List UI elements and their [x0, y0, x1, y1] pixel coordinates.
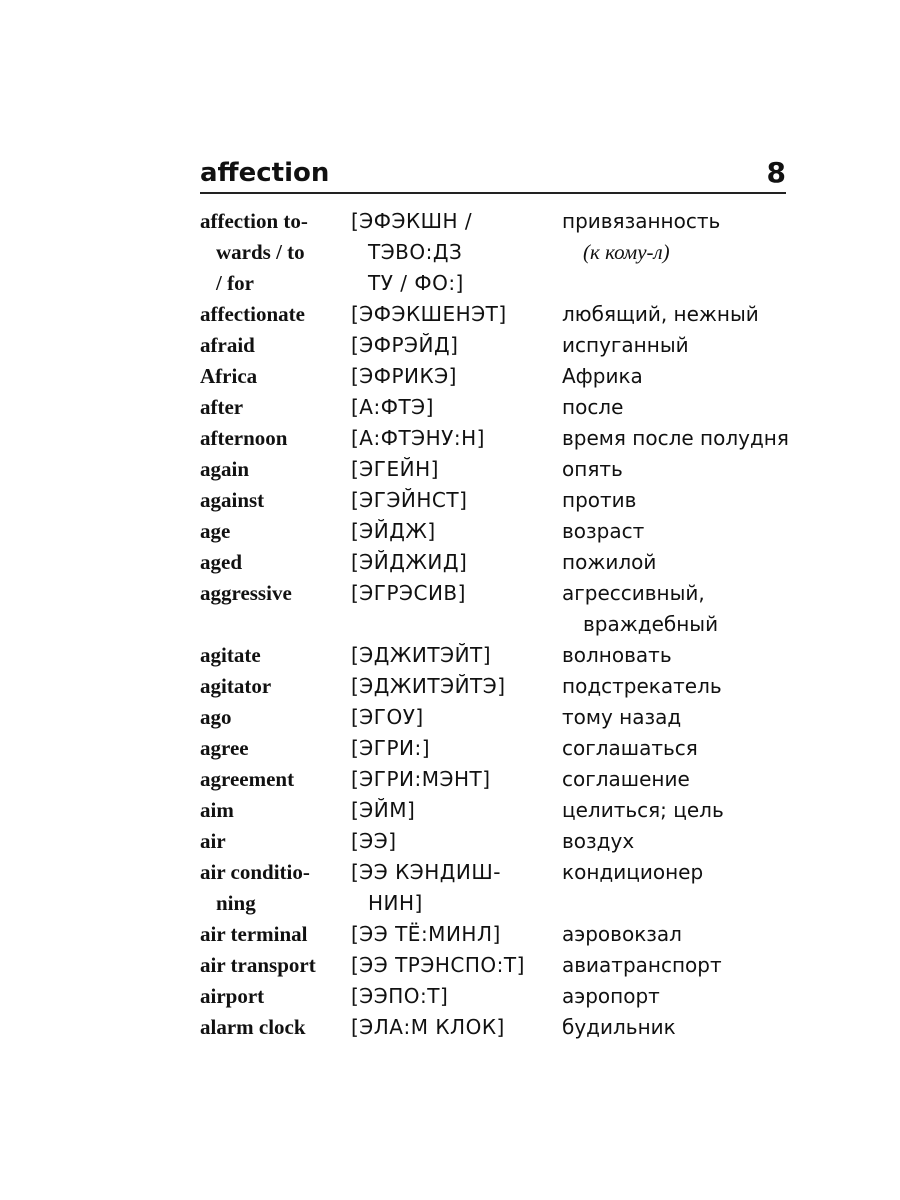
dictionary-entry — [200, 488, 800, 519]
dictionary-entry — [200, 302, 800, 333]
dictionary-entry — [200, 1015, 800, 1046]
entry-line — [200, 767, 800, 798]
dictionary-entry — [200, 426, 800, 457]
entry-line — [200, 364, 800, 395]
dictionary-entry — [200, 581, 800, 643]
translation: возраст — [562, 519, 645, 543]
header-rule — [200, 192, 786, 194]
transcription: [А:ФТЭ] — [351, 395, 434, 419]
transcription: [ЭЛА:М КЛОК] — [351, 1015, 505, 1039]
transcription: [ЭГРИ:] — [351, 736, 431, 760]
headword: alarm clock — [200, 1015, 306, 1039]
dictionary-entry — [200, 457, 800, 488]
transcription: [ЭЙДЖ] — [351, 519, 436, 543]
headword: air transport — [200, 953, 316, 977]
translation: против — [562, 488, 637, 512]
headword: again — [200, 457, 250, 481]
headword: / for — [216, 271, 254, 295]
headword: agitate — [200, 643, 261, 667]
headword: agree — [200, 736, 249, 760]
transcription: [ЭГОУ] — [351, 705, 424, 729]
entry-line — [200, 302, 800, 333]
entry-line — [200, 798, 800, 829]
dictionary-entry — [200, 953, 800, 984]
entry-line — [200, 829, 800, 860]
entry-line — [200, 395, 800, 426]
dictionary-entry — [200, 550, 800, 581]
translation: испуганный — [562, 333, 689, 357]
entry-line — [200, 240, 800, 271]
entry-line — [200, 674, 800, 705]
headword: agitator — [200, 674, 272, 698]
translation: время после полудня — [562, 426, 789, 450]
translation: авиатранспорт — [562, 953, 722, 977]
headword: aged — [200, 550, 242, 574]
transcription: [ЭФРЭЙД] — [351, 333, 459, 357]
transcription: [ЭФРИКЭ] — [351, 364, 457, 388]
headword: age — [200, 519, 231, 543]
transcription: [ЭДЖИТЭЙТЭ] — [351, 674, 506, 698]
running-header — [200, 156, 786, 192]
headword: airport — [200, 984, 265, 1008]
entry-line — [200, 860, 800, 891]
translation: подстрекатель — [562, 674, 722, 698]
transcription: [ЭГРЭСИВ] — [351, 581, 466, 605]
header-word: affection — [200, 158, 330, 188]
entry-line — [200, 953, 800, 984]
page-number: 8 — [766, 156, 786, 189]
translation: враждебный — [583, 612, 719, 636]
headword: affectionate — [200, 302, 305, 326]
entry-line — [200, 488, 800, 519]
dictionary-entry — [200, 736, 800, 767]
transcription: [ЭФЭКШЕНЭТ] — [351, 302, 507, 326]
translation: аэропорт — [562, 984, 660, 1008]
headword: against — [200, 488, 265, 512]
entry-line — [200, 922, 800, 953]
transcription: [ЭЭ] — [351, 829, 397, 853]
dictionary-entry — [200, 333, 800, 364]
entry-line — [200, 209, 800, 240]
entry-line — [200, 581, 800, 612]
translation: волновать — [562, 643, 672, 667]
dictionary-entry — [200, 209, 800, 302]
translation: опять — [562, 457, 623, 481]
translation: соглашение — [562, 767, 690, 791]
translation: целиться; цель — [562, 798, 724, 822]
transcription: [ЭГРИ:МЭНТ] — [351, 767, 491, 791]
translation: будильник — [562, 1015, 676, 1039]
transcription: [ЭЙМ] — [351, 798, 416, 822]
entry-line — [200, 612, 800, 643]
entry-line — [200, 333, 800, 364]
dictionary-entry — [200, 519, 800, 550]
headword: Africa — [200, 364, 258, 388]
translation: (к кому-л) — [583, 240, 670, 264]
headword: ning — [216, 891, 256, 915]
translation: воздух — [562, 829, 635, 853]
translation: привязанность — [562, 209, 721, 233]
transcription: НИН] — [368, 891, 423, 915]
transcription: ТУ / ФО:] — [368, 271, 464, 295]
translation: пожилой — [562, 550, 657, 574]
headword: afraid — [200, 333, 255, 357]
headword: aggressive — [200, 581, 292, 605]
dictionary-entry — [200, 984, 800, 1015]
dictionary-entry — [200, 705, 800, 736]
dictionary-entries — [200, 209, 800, 1046]
entry-line — [200, 705, 800, 736]
translation: тому назад — [562, 705, 682, 729]
headword: wards / to — [216, 240, 305, 264]
dictionary-entry — [200, 364, 800, 395]
transcription: [ЭГЕЙН] — [351, 457, 439, 481]
headword: air conditio- — [200, 860, 310, 884]
transcription: ТЭВО:ДЗ — [368, 240, 463, 264]
dictionary-entry — [200, 674, 800, 705]
entry-line — [200, 457, 800, 488]
transcription: [А:ФТЭНУ:Н] — [351, 426, 485, 450]
headword: agreement — [200, 767, 295, 791]
headword: affection to- — [200, 209, 308, 233]
transcription: [ЭЭПО:Т] — [351, 984, 449, 1008]
dictionary-entry — [200, 395, 800, 426]
translation: аэровокзал — [562, 922, 682, 946]
entry-line — [200, 736, 800, 767]
headword: ago — [200, 705, 232, 729]
translation: соглашаться — [562, 736, 698, 760]
dictionary-entry — [200, 860, 800, 922]
translation: Африка — [562, 364, 643, 388]
headword: after — [200, 395, 244, 419]
headword: aim — [200, 798, 234, 822]
entry-line — [200, 271, 800, 302]
transcription: [ЭЭ ТРЭНСПО:Т] — [351, 953, 525, 977]
dictionary-entry — [200, 643, 800, 674]
dictionary-entry — [200, 829, 800, 860]
entry-line — [200, 519, 800, 550]
entry-line — [200, 1015, 800, 1046]
transcription: [ЭЭ КЭНДИШ- — [351, 860, 501, 884]
transcription: [ЭЭ ТЁ:МИНЛ] — [351, 922, 501, 946]
translation: любящий, нежный — [562, 302, 759, 326]
entry-line — [200, 891, 800, 922]
translation: кондиционер — [562, 860, 704, 884]
transcription: [ЭФЭКШН / — [351, 209, 473, 233]
transcription: [ЭДЖИТЭЙТ] — [351, 643, 492, 667]
entry-line — [200, 426, 800, 457]
entry-line — [200, 984, 800, 1015]
translation: после — [562, 395, 624, 419]
dictionary-entry — [200, 798, 800, 829]
translation: агрессивный, — [562, 581, 705, 605]
entry-line — [200, 550, 800, 581]
transcription: [ЭГЭЙНСТ] — [351, 488, 468, 512]
transcription: [ЭЙДЖИД] — [351, 550, 468, 574]
headword: air terminal — [200, 922, 308, 946]
dictionary-entry — [200, 767, 800, 798]
dictionary-entry — [200, 922, 800, 953]
entry-line — [200, 643, 800, 674]
headword: air — [200, 829, 226, 853]
headword: afternoon — [200, 426, 288, 450]
